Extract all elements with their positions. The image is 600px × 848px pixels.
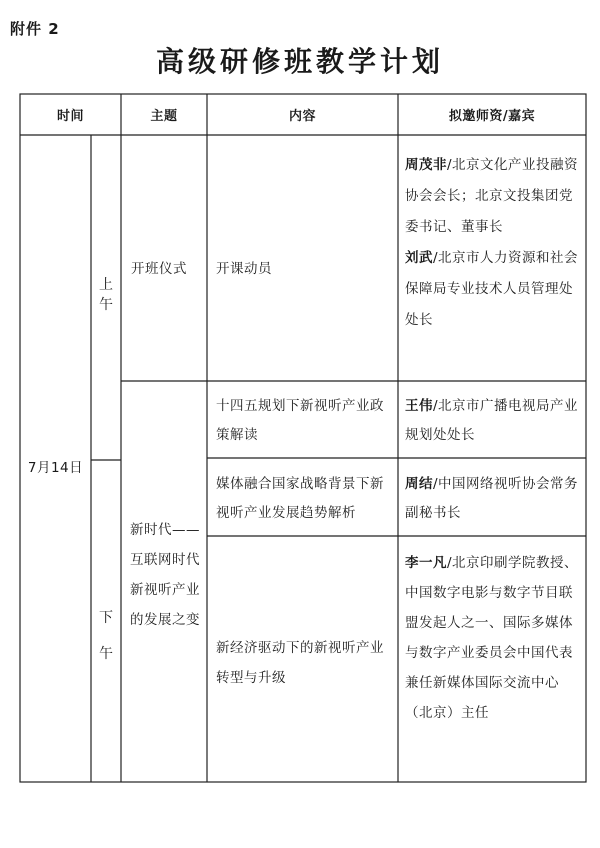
attachment-label: 附件 2 bbox=[10, 20, 60, 38]
content-row-2: 十四五规划下新视听产业政策解读 bbox=[216, 398, 384, 443]
guests-row-4 bbox=[405, 548, 579, 728]
date-cell: 7月14日 bbox=[27, 460, 84, 476]
guest-name: 刘武 bbox=[405, 250, 433, 266]
content-row-1: 开课动员 bbox=[216, 261, 272, 277]
guest-name: 周茂非 bbox=[405, 157, 447, 173]
content-row-4: 新经济驱动下的新视听产业转型与升级 bbox=[216, 640, 384, 686]
page-title: 高级研修班教学计划 bbox=[155, 45, 444, 78]
theme-new-era: 新时代——互联网时代新视听产业的发展之变 bbox=[130, 522, 200, 628]
guests-row-1 bbox=[405, 150, 579, 336]
guests-row-3 bbox=[405, 470, 579, 528]
guest-title: /北京文化产业投融资协会会长；北京文投集团党委书记、董事长 bbox=[405, 157, 579, 235]
header-content: 内容 bbox=[288, 109, 316, 124]
header-time: 时间 bbox=[56, 109, 84, 124]
theme-opening: 开班仪式 bbox=[131, 261, 187, 277]
guest-title: /中国网络视听协会常务副秘书长 bbox=[405, 476, 579, 521]
guest-name: 周结 bbox=[405, 476, 433, 492]
guest-title: /北京市广播电视局产业规划处处长 bbox=[405, 398, 579, 443]
guest-title: /北京市人力资源和社会保障局专业技术人员管理处处长 bbox=[405, 250, 579, 328]
guest-name: 李一凡 bbox=[405, 555, 447, 571]
content-row-3: 媒体融合国家战略背景下新视听产业发展趋势解析 bbox=[216, 476, 384, 521]
header-theme: 主题 bbox=[150, 109, 178, 124]
period-afternoon: 下午 bbox=[99, 610, 113, 662]
guest-title: /北京印刷学院教授、中国数字电影与数字节目联盟发起人之一、国际多媒体与数字产业委员会中国代表兼任新媒体国际交流中心（北京）主任 bbox=[405, 555, 579, 721]
period-morning: 上午 bbox=[99, 277, 113, 313]
guests-row-2 bbox=[405, 392, 579, 450]
guest-name: 王伟 bbox=[405, 398, 433, 414]
header-guests: 拟邀师资/嘉宾 bbox=[448, 109, 536, 124]
